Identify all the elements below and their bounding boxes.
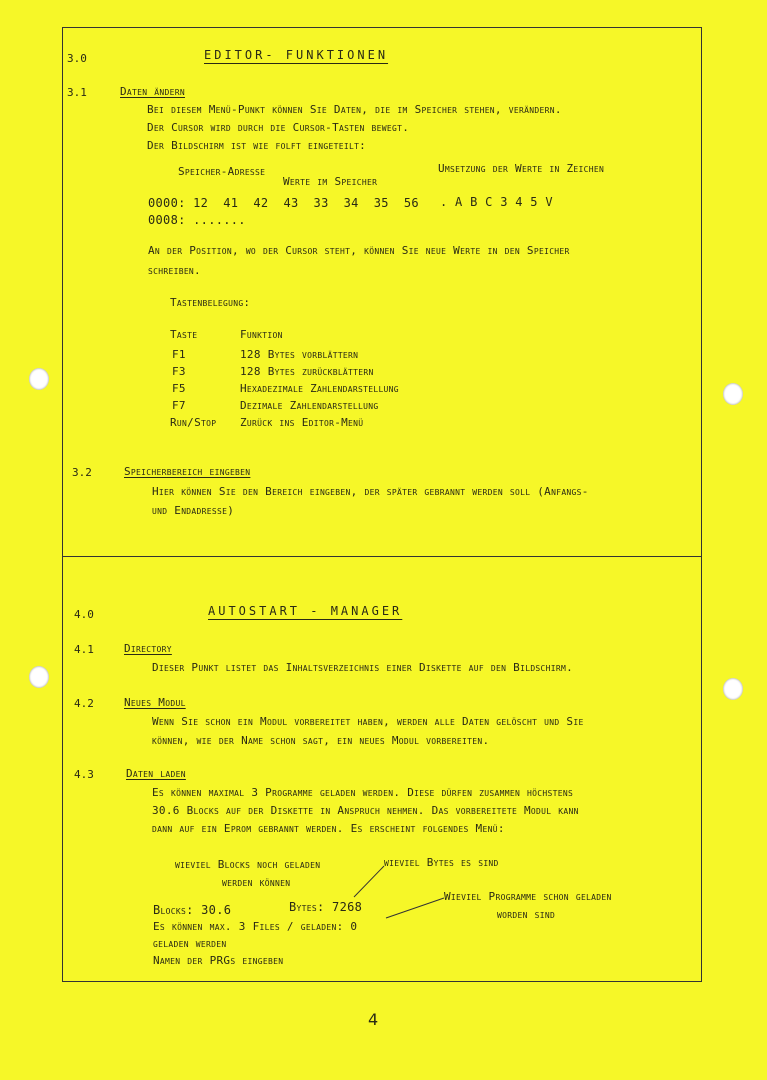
section-number: 4.0 [74, 608, 94, 621]
key-function: 128 Bytes zurückblättern [240, 365, 374, 378]
key-function: Dezimale Zahlendarstellung [240, 399, 379, 412]
paragraph-line: Bei diesem Menü-Punkt können Sie Daten, die im Speicher stehen, verändern. [147, 103, 562, 116]
key-name: F3 [172, 365, 186, 378]
paragraph-line: schreiben. [148, 264, 201, 277]
paragraph-line: dann auf ein Eprom gebrannt werden. Es erscheint folgendes Menü: [152, 822, 505, 835]
paragraph-line: Der Bildschirm ist wie folft eingeteilt: [147, 139, 367, 152]
section-number: 3.0 [67, 52, 87, 65]
key-function: Hexadezimale Zahlendarstellung [240, 382, 399, 395]
subsection-title: Speicherbereich eingeben [124, 465, 251, 478]
pointer-line-bytes [354, 866, 384, 897]
annotation-programs: Wieviel Programme schon geladen [444, 890, 612, 903]
paragraph-line: Dieser Punkt listet das Inhaltsverzeichnis einer Diskette auf den Bildschirm. [152, 661, 574, 674]
paragraph-line: können, wie der Name schon sagt, ein neues Modul vorbereiten. [152, 734, 490, 747]
section-number: 4.1 [74, 643, 94, 656]
menu-line: Namen der PRGs eingeben [153, 954, 284, 967]
paragraph-line: An der Position, wo der Cursor steht, können Sie neue Werte in den Speicher [148, 244, 570, 257]
page-number: 4 [368, 1010, 379, 1029]
key-name: F7 [172, 399, 186, 412]
section-number: 3.2 [72, 466, 92, 479]
memory-row: 0000: 12 41 42 43 33 34 35 56 [148, 196, 419, 210]
section-heading: EDITOR- FUNKTIONEN [204, 48, 389, 62]
subsection-title: Neues Modul [124, 696, 186, 709]
key-name: Run/Stop [170, 416, 217, 429]
paragraph-line: Hier können Sie den Bereich eingeben, der später gebrannt werden soll (Anfangs- [152, 485, 589, 498]
key-function: Zurück ins Editor-Menü [240, 416, 364, 429]
memory-row-chars: . A B C 3 4 5 V [440, 195, 553, 209]
subsection-title: Directory [124, 642, 172, 655]
key-name: F5 [172, 382, 186, 395]
paragraph-line: Wenn Sie schon ein Modul vorbereitet haben, werden alle Daten gelöscht und Sie [152, 715, 584, 728]
pointer-line-programs [386, 898, 444, 918]
files-readout: Es können max. 3 Files / geladen: 0 [153, 920, 358, 933]
function-column-header: Funktion [240, 328, 283, 341]
menu-line: geladen werden [153, 937, 227, 950]
subsection-title: Daten ändern [120, 85, 186, 98]
key-table-title: Tastenbelegung: [170, 296, 251, 309]
key-function: 128 Bytes vorblättern [240, 348, 359, 361]
section-number: 4.2 [74, 697, 94, 710]
key-column-header: Taste [170, 328, 198, 341]
key-name: F1 [172, 348, 186, 361]
annotation-bytes: wieviel Bytes es sind [384, 856, 499, 869]
memory-row: 0008: ....... [148, 213, 246, 227]
paragraph-line: Der Cursor wird durch die Cursor-Tasten bewegt. [147, 121, 410, 134]
paragraph-line: Es können maximal 3 Programme geladen werden. Diese dürfen zusammen höchstens [152, 786, 574, 799]
section-heading: AUTOSTART - MANAGER [208, 604, 403, 618]
annotation-blocks: werden können [222, 876, 291, 889]
paragraph-line: 30.6 Blocks auf der Diskette in Anspruch nehmen. Das vorbereitete Modul kann [152, 804, 579, 817]
blocks-readout: Blocks: 30.6 [153, 903, 232, 917]
column-label: Umsetzung der Werte in Zeichen [438, 162, 605, 175]
column-label: Werte im Speicher [283, 175, 378, 188]
bytes-readout: Bytes: 7268 [289, 900, 363, 914]
subsection-title: Daten laden [126, 767, 186, 780]
paragraph-line: und Endadresse) [152, 504, 235, 517]
section-number: 4.3 [74, 768, 94, 781]
column-label: Speicher-Adresse [178, 165, 266, 178]
section-number: 3.1 [67, 86, 87, 99]
annotation-programs: worden sind [497, 908, 556, 921]
annotation-blocks: wieviel Blocks noch geladen [175, 858, 321, 871]
